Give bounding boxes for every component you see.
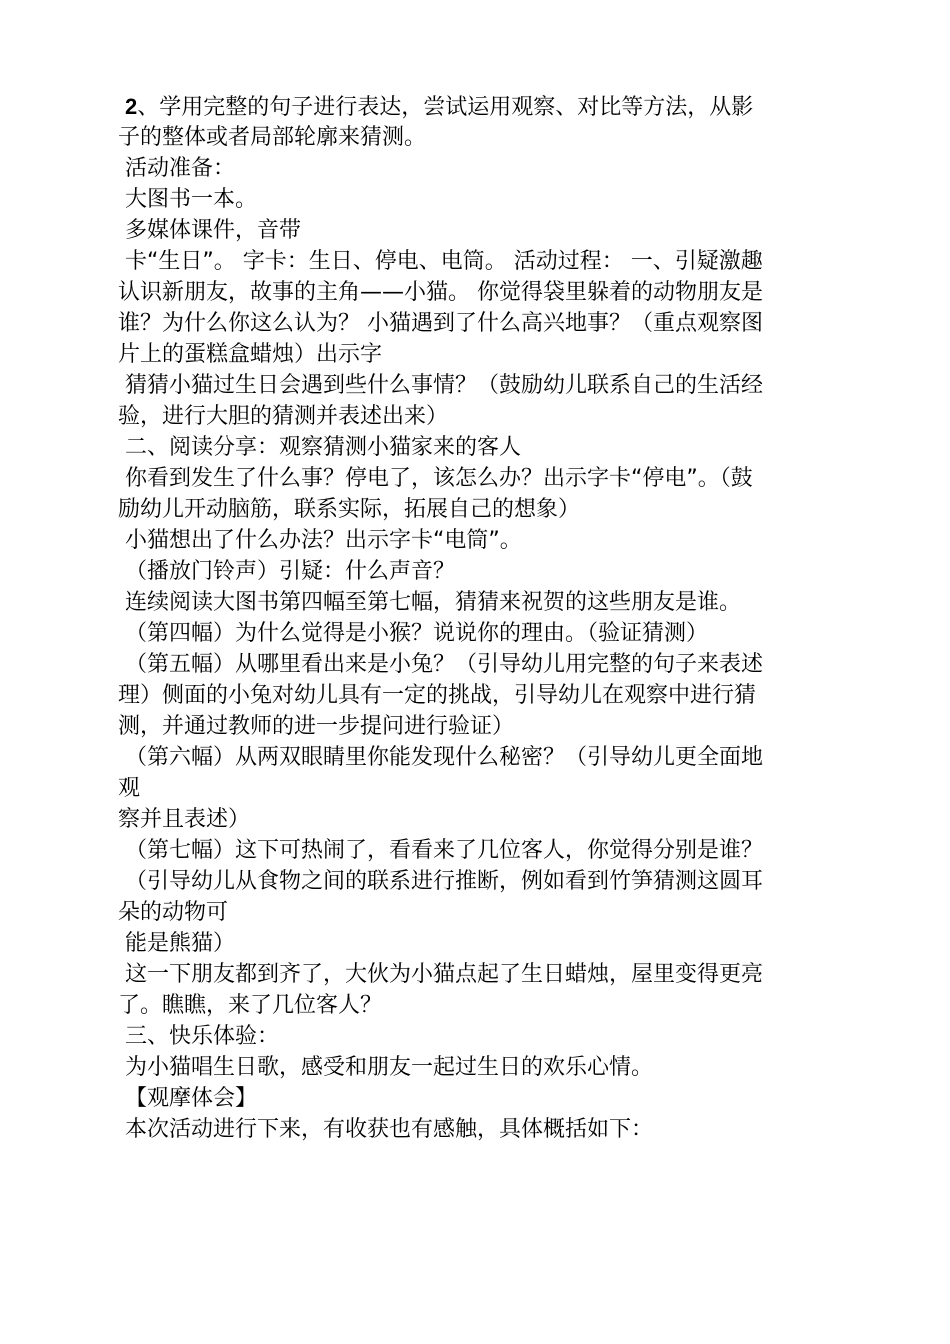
text-line-24: 察并且表述）	[118, 807, 251, 832]
text-line-3: 活动准备：	[118, 156, 235, 181]
text-line-32: 为小猫唱生日歌，感受和朋友一起过生日的欢乐心情。	[118, 1055, 653, 1080]
text-line-7: 认识新朋友，故事的主角——小猫。 你觉得袋里躲着的动物朋友是	[118, 280, 763, 305]
text-line-2: 子的整体或者局部轮廓来猜测。	[118, 125, 427, 150]
text-line-14: 励幼儿开动脑筋，联系实际，拓展自己的想象）	[118, 497, 581, 522]
text-line-10: 猜猜小猫过生日会遇到些什么事情？（鼓励幼儿联系自己的生活经	[118, 373, 763, 398]
text-line-27: 朵的动物可	[118, 900, 229, 925]
text-line-22: （第六幅）从两双眼睛里你能发现什么秘密？（引导幼儿更全面地	[118, 745, 763, 770]
text-line-23: 观	[118, 776, 141, 801]
text-line-5: 多媒体课件，音带	[118, 218, 301, 243]
text-line-29: 这一下朋友都到齐了，大伙为小猫点起了生日蜡烛，屋里变得更亮	[118, 962, 763, 987]
text-line-30: 了。瞧瞧，来了几位客人？	[118, 993, 383, 1018]
section-heading-2: 二、阅读分享：观察猜测小猫家来的客人	[118, 435, 521, 460]
text-line-21: 测，并通过教师的进一步提问进行验证）	[118, 714, 515, 739]
line-prefix	[118, 95, 125, 120]
text-line-15: 小猫想出了什么办法？出示字卡“电筒”。	[118, 528, 522, 553]
text-line-4: 大图书一本。	[118, 187, 257, 212]
text-line-6: 卡“生日”。 字卡：生日、停电、电筒。 活动过程： 一、引疑激趣	[118, 249, 763, 274]
text-line-19: （第五幅）从哪里看出来是小兔？（引导幼儿用完整的句子来表述	[118, 652, 763, 677]
text-line-1	[118, 91, 833, 122]
item-number: 2	[125, 94, 138, 119]
text-line-9: 片上的蛋糕盒蜡烛）出示字	[118, 342, 383, 367]
section-heading-3: 三、快乐体验：	[118, 1024, 279, 1049]
text-line-17: 连续阅读大图书第四幅至第七幅，猜猜来祝贺的这些朋友是谁。	[118, 590, 741, 615]
text-line-16: （播放门铃声）引疑：什么声音？	[118, 559, 455, 584]
text-line-28: 能是熊猫）	[118, 931, 235, 956]
text-line-18: （第四幅）为什么觉得是小猴？说说你的理由。（验证猜测）	[118, 621, 708, 646]
text-line-25: （第七幅）这下可热闹了，看看来了几位客人，你觉得分别是谁？	[118, 838, 763, 863]
section-heading-reflection: 【观摩体会】	[118, 1086, 257, 1111]
text-line-34: 本次活动进行下来，有收获也有感触，具体概括如下：	[118, 1117, 653, 1142]
text-line-13: 你看到发生了什么事？停电了，该怎么办？出示字卡“停电”。（鼓	[118, 466, 753, 491]
text-line-26: （引导幼儿从食物之间的联系进行推断，例如看到竹笋猜测这圆耳	[118, 869, 763, 894]
text-line-20: 理）侧面的小兔对幼儿具有一定的挑战，引导幼儿在观察中进行猜	[118, 683, 757, 708]
document-body	[118, 91, 833, 1145]
line-text: 、学用完整的句子进行表达，尝试运用观察、对比等方法，从影	[137, 95, 754, 120]
text-line-11: 验，进行大胆的猜测并表述出来）	[118, 404, 449, 429]
text-line-8: 谁？为什么你这么认为？ 小猫遇到了什么高兴地事？（重点观察图	[118, 311, 763, 336]
